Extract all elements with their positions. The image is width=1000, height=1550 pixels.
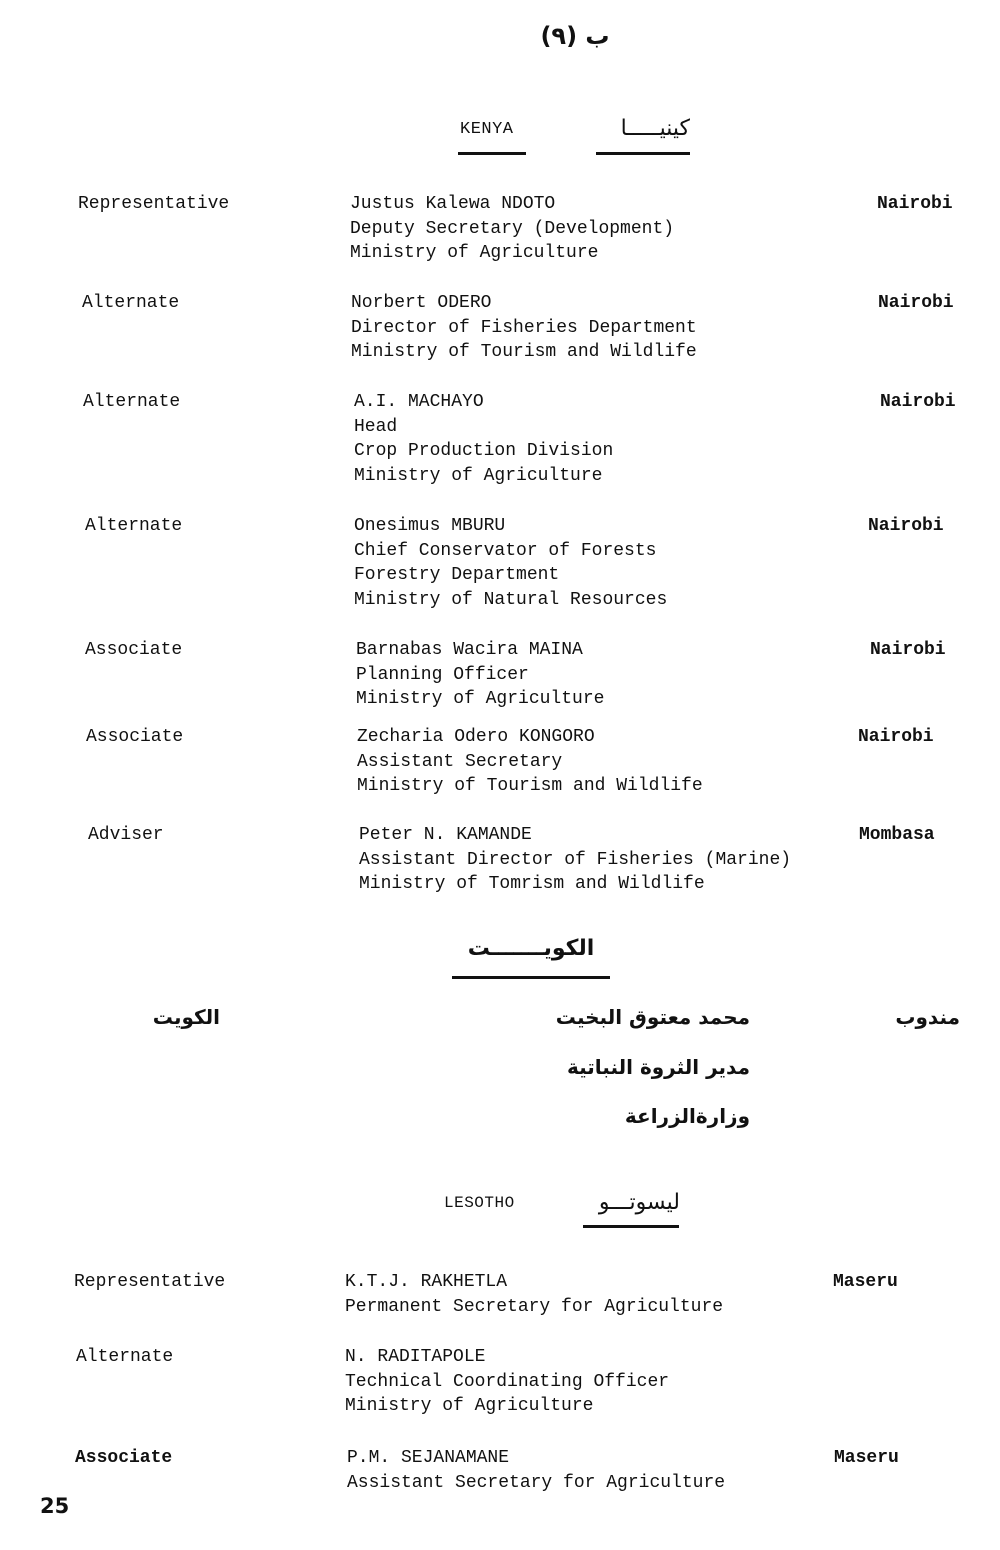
delegate-ministry: وزارةالزراعة bbox=[624, 1104, 750, 1128]
delegate-city: Nairobi bbox=[877, 194, 953, 214]
delegate-ministry: Ministry of Agriculture bbox=[345, 1396, 594, 1416]
delegate-details bbox=[347, 1446, 725, 1495]
delegate-name: K.T.J. RAKHETLA bbox=[345, 1272, 508, 1292]
delegate-name: P.M. SEJANAMANE bbox=[347, 1448, 510, 1468]
page-marker: ب (٩) bbox=[540, 22, 610, 50]
delegate-ministry: Ministry of Natural Resources bbox=[354, 589, 668, 610]
delegate-title: Planning Officer bbox=[356, 664, 529, 685]
delegate-details bbox=[356, 638, 604, 712]
delegate-city: Maseru bbox=[834, 1448, 899, 1468]
delegate-department: Forestry Department bbox=[354, 565, 560, 585]
delegate-title: Deputy Secretary (Development) bbox=[350, 218, 675, 239]
delegate-role: Alternate bbox=[83, 392, 181, 412]
delegate-city: Nairobi bbox=[870, 640, 946, 660]
delegate-title: Head bbox=[354, 416, 398, 437]
title-underline bbox=[583, 1225, 679, 1228]
country-title-latin: LESOTHO bbox=[444, 1194, 515, 1212]
delegate-details bbox=[357, 725, 703, 799]
title-underline bbox=[458, 152, 526, 155]
delegate-city: Nairobi bbox=[878, 293, 954, 313]
country-title-latin: KENYA bbox=[460, 120, 514, 139]
delegate-city: Nairobi bbox=[868, 516, 944, 536]
section-header-lesotho bbox=[0, 1190, 1000, 1250]
delegate-name: محمد معتوق البخيت bbox=[555, 1005, 750, 1029]
delegate-details bbox=[345, 1270, 723, 1319]
delegate-city: Mombasa bbox=[859, 825, 935, 845]
delegate-details bbox=[359, 823, 791, 897]
country-title-arabic: الكويـــــــت bbox=[467, 936, 595, 961]
delegate-name: Peter N. KAMANDE bbox=[359, 825, 532, 845]
delegate-details bbox=[351, 291, 697, 365]
delegate-title: Permanent Secretary for Agriculture bbox=[345, 1296, 724, 1317]
delegate-name: Norbert ODERO bbox=[351, 293, 492, 313]
delegate-title: Assistant Director of Fisheries (Marine) bbox=[359, 849, 792, 870]
title-underline bbox=[596, 152, 690, 155]
delegate-role: Representative bbox=[78, 194, 230, 214]
delegate-role: Alternate bbox=[76, 1347, 174, 1367]
delegate-division: Crop Production Division bbox=[354, 441, 614, 461]
delegate-name: Barnabas Wacira MAINA bbox=[356, 640, 583, 660]
delegate-role: Associate bbox=[85, 640, 183, 660]
delegate-name: Justus Kalewa NDOTO bbox=[350, 194, 556, 214]
delegate-name: N. RADITAPOLE bbox=[345, 1347, 486, 1367]
delegate-ministry: Ministry of Tomrism and Wildlife bbox=[359, 874, 705, 894]
title-underline bbox=[452, 976, 610, 979]
delegate-role: مندوب bbox=[895, 1005, 960, 1029]
delegate-city: الكويت bbox=[152, 1005, 220, 1029]
section-header-kuwait bbox=[0, 936, 1000, 996]
delegate-role: Associate bbox=[75, 1448, 173, 1468]
delegate-details bbox=[345, 1345, 669, 1419]
delegate-title: Technical Coordinating Officer bbox=[345, 1371, 670, 1392]
delegate-name: A.I. MACHAYO bbox=[354, 392, 484, 412]
delegate-ministry: Ministry of Tourism and Wildlife bbox=[357, 776, 703, 796]
delegate-ministry: Ministry of Agriculture bbox=[356, 689, 605, 709]
delegate-role: Adviser bbox=[88, 825, 164, 845]
delegate-city: Maseru bbox=[833, 1272, 898, 1292]
section-header-kenya bbox=[0, 116, 1000, 176]
delegate-role: Alternate bbox=[85, 516, 183, 536]
delegate-city: Nairobi bbox=[880, 392, 956, 412]
country-title-arabic: ليسوتـــو bbox=[598, 1190, 680, 1215]
delegate-ministry: Ministry of Agriculture bbox=[354, 465, 603, 486]
delegate-name: Onesimus MBURU bbox=[354, 516, 506, 536]
country-title-arabic: كينيـــــا bbox=[620, 116, 690, 141]
delegate-title: Assistant Secretary bbox=[357, 751, 563, 772]
delegate-ministry: Ministry of Agriculture bbox=[350, 243, 599, 263]
delegate-title: Chief Conservator of Forests bbox=[354, 540, 657, 561]
delegate-title: Assistant Secretary for Agriculture bbox=[347, 1472, 726, 1493]
delegate-ministry: Ministry of Tourism and Wildlife bbox=[351, 342, 697, 362]
delegate-role: Alternate bbox=[82, 293, 180, 313]
delegate-details bbox=[354, 514, 667, 612]
delegate-title: مدير الثروة النباتية bbox=[566, 1055, 750, 1079]
delegate-name: Zecharia Odero KONGORO bbox=[357, 727, 595, 747]
delegate-role: Associate bbox=[86, 727, 184, 747]
delegate-role: Representative bbox=[74, 1272, 226, 1292]
delegate-city: Nairobi bbox=[858, 727, 934, 747]
page-number: 25 bbox=[40, 1494, 70, 1518]
delegate-details bbox=[350, 192, 674, 266]
delegate-details bbox=[354, 390, 613, 488]
delegate-title: Director of Fisheries Department bbox=[351, 317, 697, 338]
